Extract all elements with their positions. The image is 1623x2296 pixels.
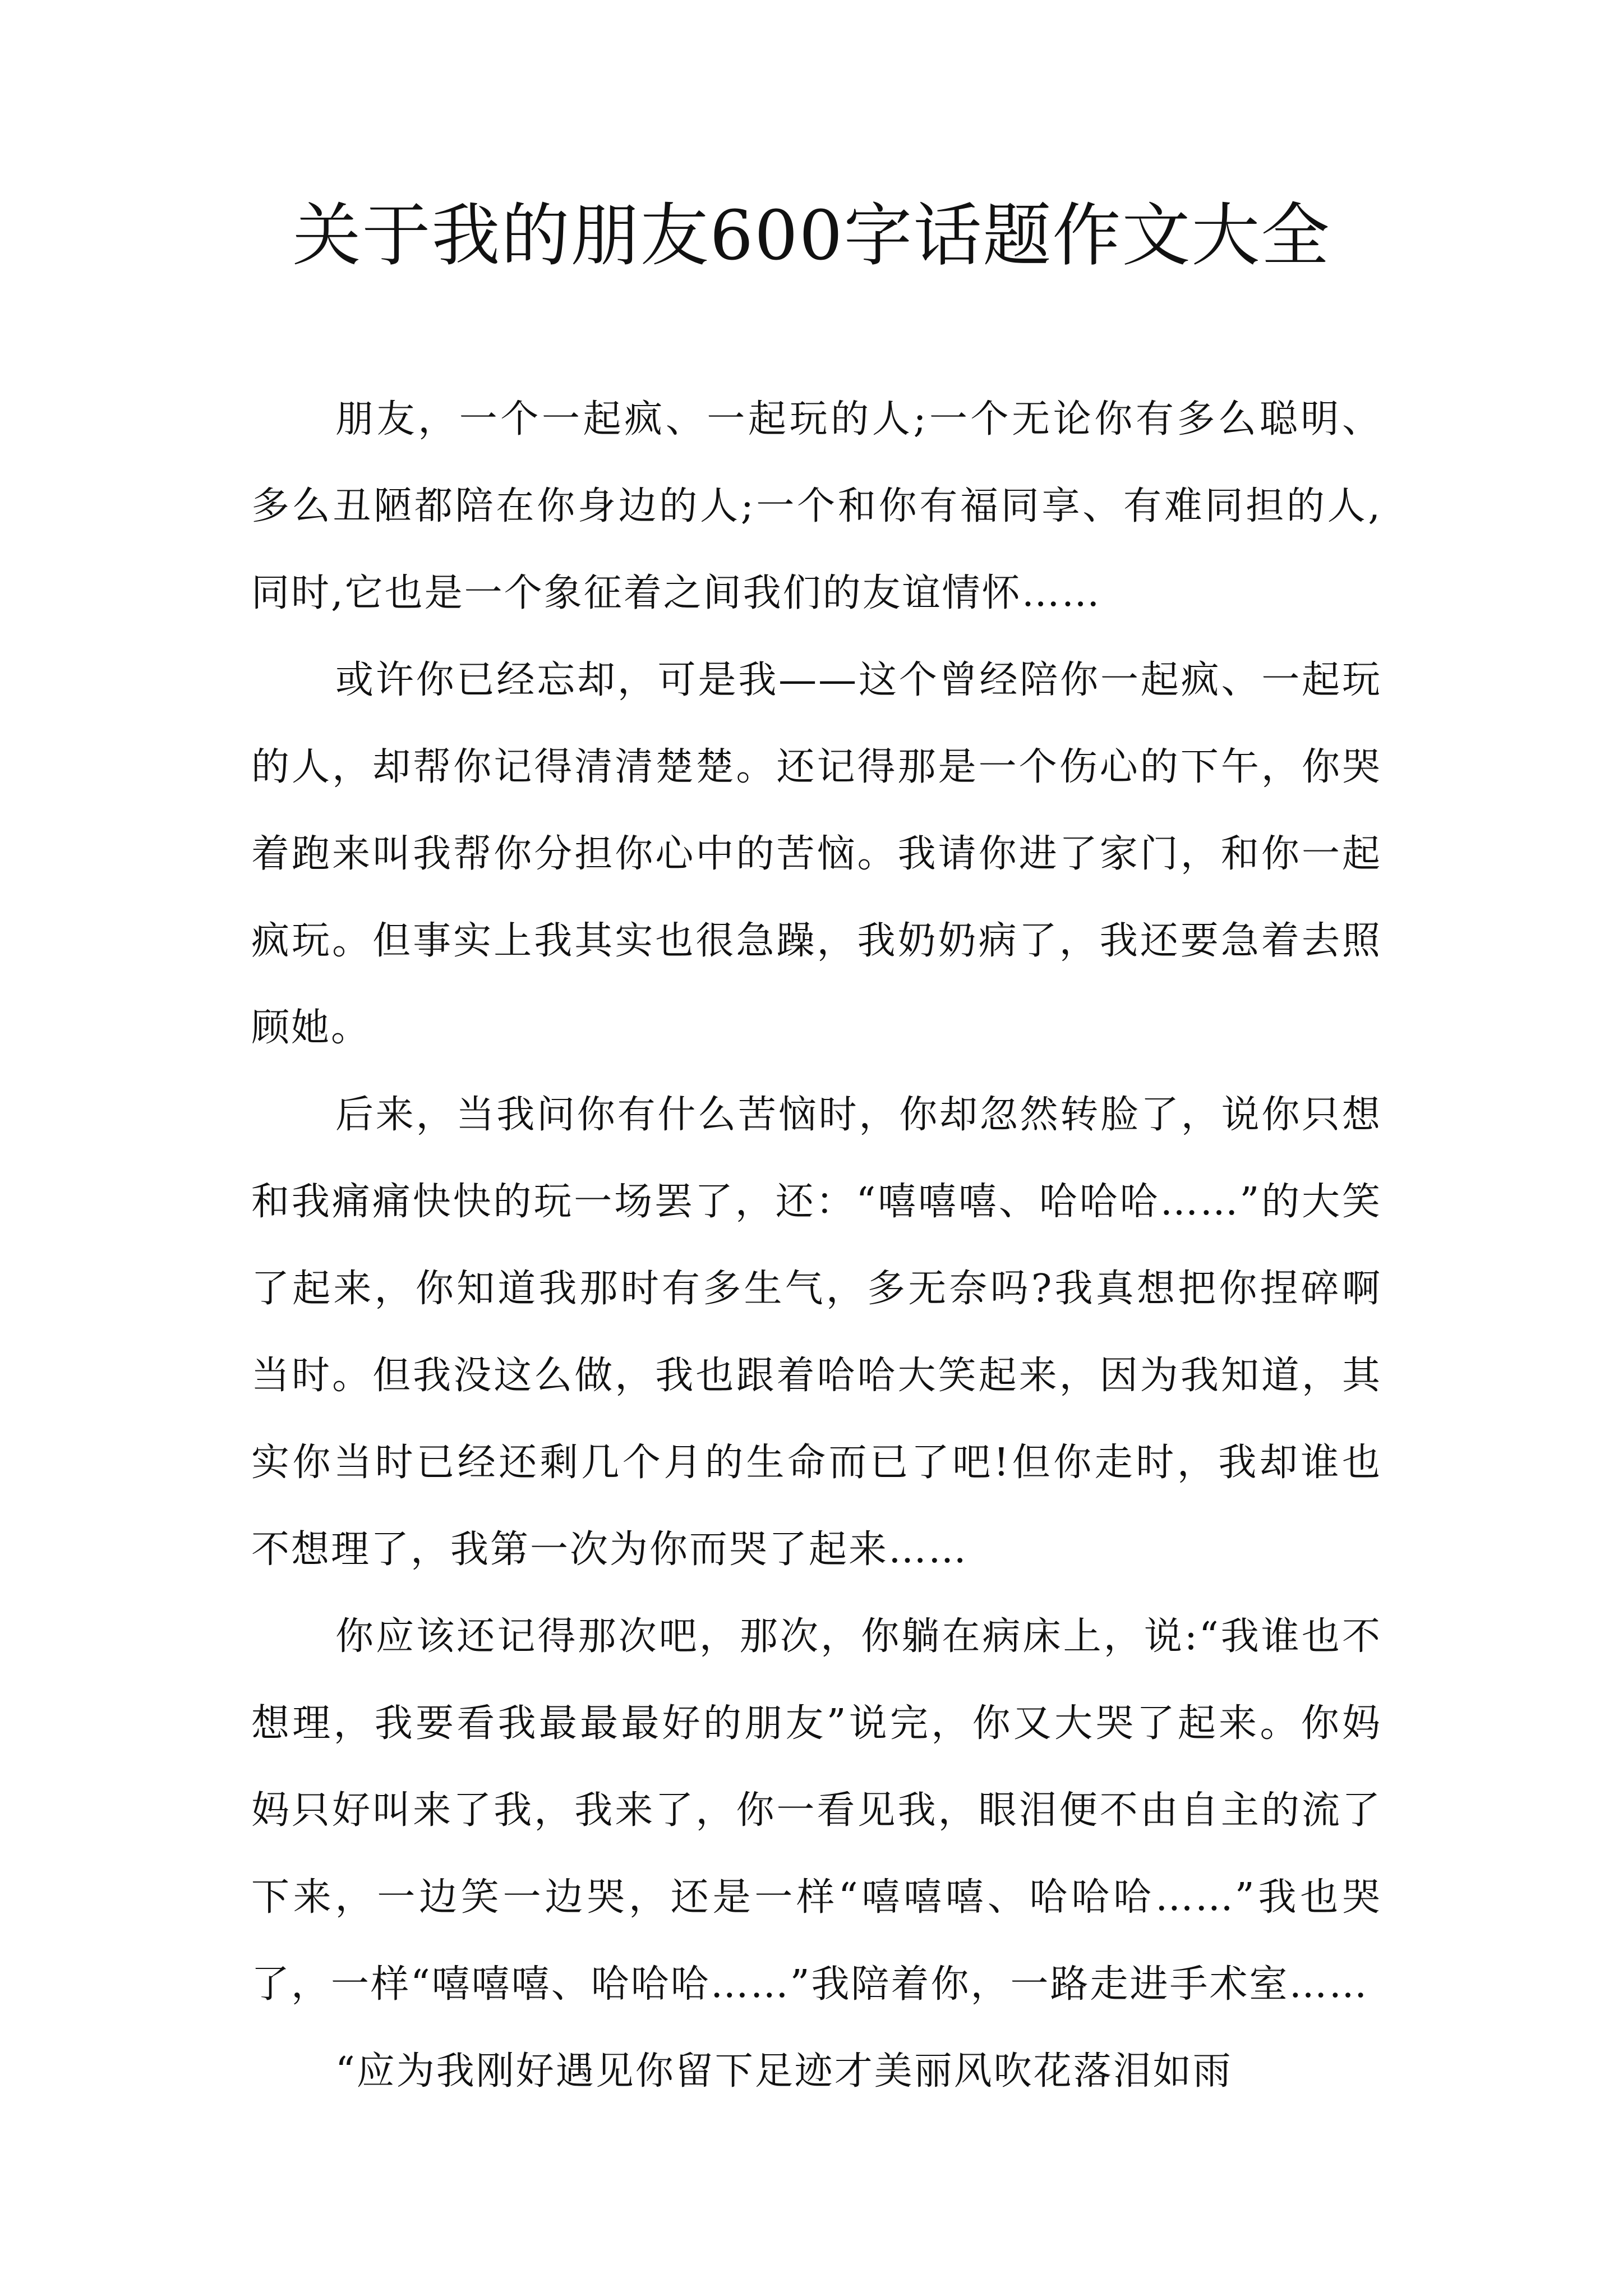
paragraph-5: “应为我刚好遇见你留下足迹才美丽风吹花落泪如雨 [335,2049,1233,2093]
paragraph-1: 朋友，一个一起疯、一起玩的人;一个无论你有多么聪明、多么丑陋都陪在你身边的人;一个和你有福同享、有难同担的人,同时,它也是一个象征着之间我们的友谊情怀…… [251,397,1382,615]
article-body [251,376,1382,2115]
paragraph-3: 后来，当我问你有什么苦恼时，你却忽然转脸了，说你只想和我痛痛快快的玩一场罢了，还：“嘻嘻嘻、哈哈哈……”的大笑了起来，你知道我那时有多生气，多无奈吗?我真想把你捏碎啊当时。但我没这么做，我也跟着哈哈大笑起来，因为我知道，其实你当时已经还剩几个月的生命而已了吧!但你走时，我却谁也不想理了，我第一次为你而哭了起来…… [251,1093,1382,1572]
page-title: 关于我的朋友600字话题作文大全 [292,196,1331,275]
paragraph-2: 或许你已经忘却，可是我——这个曾经陪你一起疯、一起玩的人，却帮你记得清清楚楚。还记得那是一个伤心的下午，你哭着跑来叫我帮你分担你心中的苦恼。我请你进了家门，和你一起疯玩。但事实上我其实也很急躁，我奶奶病了，我还要急着去照顾她。 [251,658,1382,1050]
paragraph-4: 你应该还记得那次吧，那次，你躺在病床上，说:“我谁也不想理，我要看我最最最好的朋友”说完，你又大哭了起来。你妈妈只好叫来了我，我来了，你一看见我，眼泪便不由自主的流了下来，一边笑一边哭，还是一样“嘻嘻嘻、哈哈哈……”我也哭了，一样“嘻嘻嘻、哈哈哈……”我陪着你，一路走进手术室…… [251,1614,1382,2007]
